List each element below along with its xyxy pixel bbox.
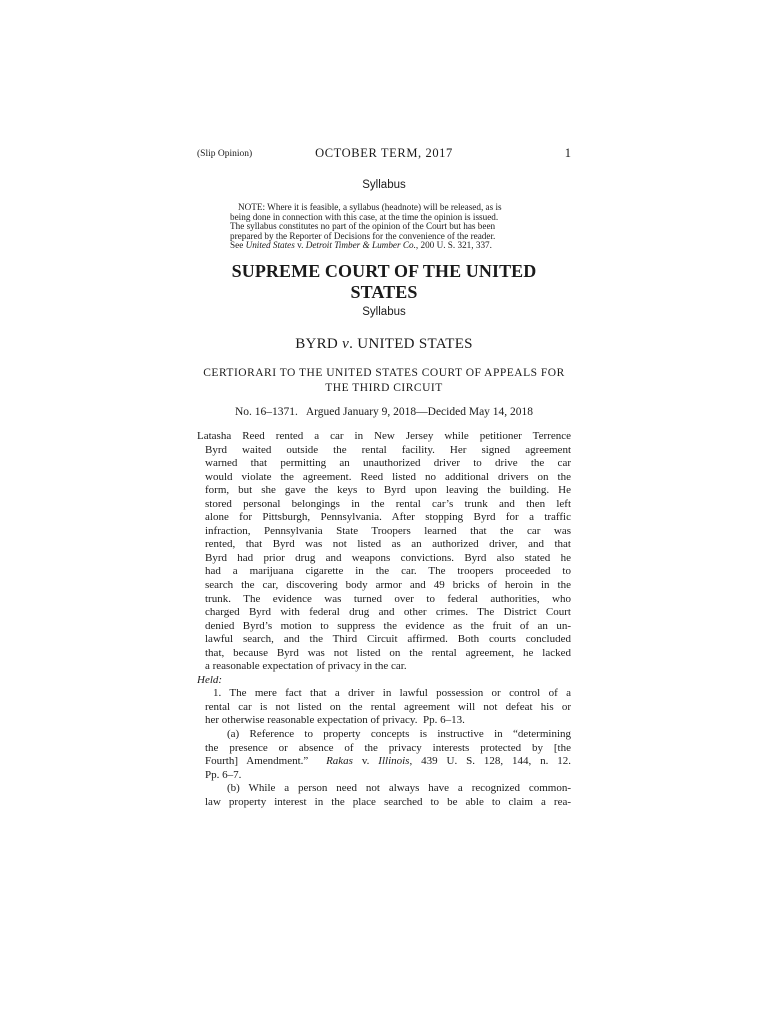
body-line: that, because Byrd was not listed on the rental agreement, he lacked	[205, 646, 571, 659]
body-line: Byrd waited outside the rental facility. Her signed agreement	[205, 443, 571, 456]
certiorari-line-1: CERTIORARI TO THE UNITED STATES COURT OF APPEALS FOR	[203, 367, 565, 379]
body-line: denied Byrd’s motion to suppress the evidence as the fruit of an un-	[205, 619, 571, 632]
case-title-petitioner: BYRD	[295, 336, 343, 352]
note-cite-case2: Detroit Timber & Lumber Co.	[305, 240, 416, 251]
page-number: 1	[564, 146, 571, 160]
body-line: Byrd had prior drug and weapons convictions. Byrd also stated he	[205, 551, 571, 564]
body-line: (a) Reference to property concepts is instructive in “determining	[227, 728, 571, 741]
body-line: charged Byrd with federal drug and other crimes. The District Court	[205, 606, 571, 619]
facts-paragraph	[197, 430, 571, 674]
court-name: SUPREME COURT OF THE UNITED STATES	[231, 261, 537, 302]
note-line: prepared by the Reporter of Decisions for the convenience of the reader.	[230, 230, 496, 241]
term-label: OCTOBER TERM, 2017	[315, 146, 453, 160]
note-line: The syllabus constitutes no part of the opinion of the Court but has been	[230, 221, 496, 232]
syllabus-body	[197, 430, 571, 809]
body-line: Pp. 6–7.	[205, 768, 242, 781]
body-line: her otherwise reasonable expectation of privacy. Pp. 6–13.	[205, 714, 465, 727]
case-title-respondent: . UNITED STATES	[349, 336, 473, 352]
syllabus-heading: Syllabus	[362, 306, 406, 318]
body-line: search the car, discovering body armor and 49 bricks of heroin in the	[205, 579, 571, 592]
note-line: being done in connection with this case, at the time the opinion is issued.	[230, 211, 499, 222]
body-line: 1. The mere fact that a driver in lawful possession or control of a	[213, 687, 571, 700]
body-line: trunk. The evidence was turned over to federal authorities, who	[205, 592, 571, 605]
cite-case-rakas: Rakas	[326, 755, 353, 768]
note-cite-see: See	[230, 240, 246, 251]
note-cite-case: United States	[245, 240, 295, 251]
body-line: a reasonable expectation of privacy in the car.	[205, 660, 407, 673]
body-line: rented, that Byrd was not listed as an authorized driver, and that	[205, 538, 571, 551]
note-citation	[230, 241, 540, 251]
body-line: Latasha Reed rented a car in New Jersey while petitioner Terrence	[197, 430, 571, 442]
body-line: warned that permitting an unauthorized driver to drive the car	[205, 457, 571, 470]
holding-point-1	[197, 687, 571, 728]
held-label: Held:	[197, 673, 223, 686]
cite-pre: Fourth] Amendment.”	[205, 755, 327, 768]
docket-line: No. 16–1371. Argued January 9, 2018—Decided May 14, 2018	[234, 406, 534, 418]
body-line-citation	[197, 755, 571, 769]
cite-case-illinois: Illinois	[378, 755, 410, 768]
body-line: alone for Pittsburgh, Pennsylvania. After stopping Byrd for a traffic	[205, 511, 571, 524]
note-cite-v: v.	[294, 240, 306, 251]
body-line: rental car is not listed on the rental agreement will not defeat his or	[205, 700, 571, 713]
certiorari-line	[197, 366, 571, 396]
note-line: NOTE: Where it is feasible, a syllabus (headnote) will be released, as is	[238, 202, 502, 212]
body-line: stored personal belongings in the rental car’s trunk and then left	[205, 497, 571, 510]
running-header	[197, 146, 571, 164]
syllabus-heading-top: Syllabus	[362, 179, 406, 191]
case-title	[197, 336, 571, 353]
body-line: (b) While a person need not always have a recognized common-	[227, 782, 571, 795]
holding-point-1a	[197, 728, 571, 782]
body-line: the presence or absence of the privacy interests protected by [the	[205, 741, 571, 754]
body-line: infraction, Pennsylvania State Troopers learned that the car was	[205, 524, 571, 537]
certiorari-line-2: THE THIRD CIRCUIT	[325, 382, 443, 394]
body-line: form, but she gave the keys to Byrd upon leaving the building. He	[205, 484, 571, 497]
body-line: had a marijuana cigarette in the car. The troopers proceeded to	[205, 565, 571, 578]
holding-point-1b	[197, 782, 571, 809]
body-line: lawful search, and the Third Circuit affirmed. Both courts concluded	[205, 633, 571, 646]
body-line: would violate the agreement. Reed listed no additional drivers on the	[205, 470, 571, 483]
cite-post: , 439 U. S. 128, 144, n. 12.	[409, 755, 571, 768]
cite-v: v.	[352, 755, 379, 768]
body-line: law property interest in the place searched to be able to claim a rea-	[205, 795, 571, 808]
note-cite-rest: , 200 U. S. 321, 337.	[415, 240, 492, 251]
case-title-versus: v	[342, 336, 350, 352]
headnote-note	[230, 203, 540, 251]
slip-opinion-label: (Slip Opinion)	[197, 149, 253, 159]
